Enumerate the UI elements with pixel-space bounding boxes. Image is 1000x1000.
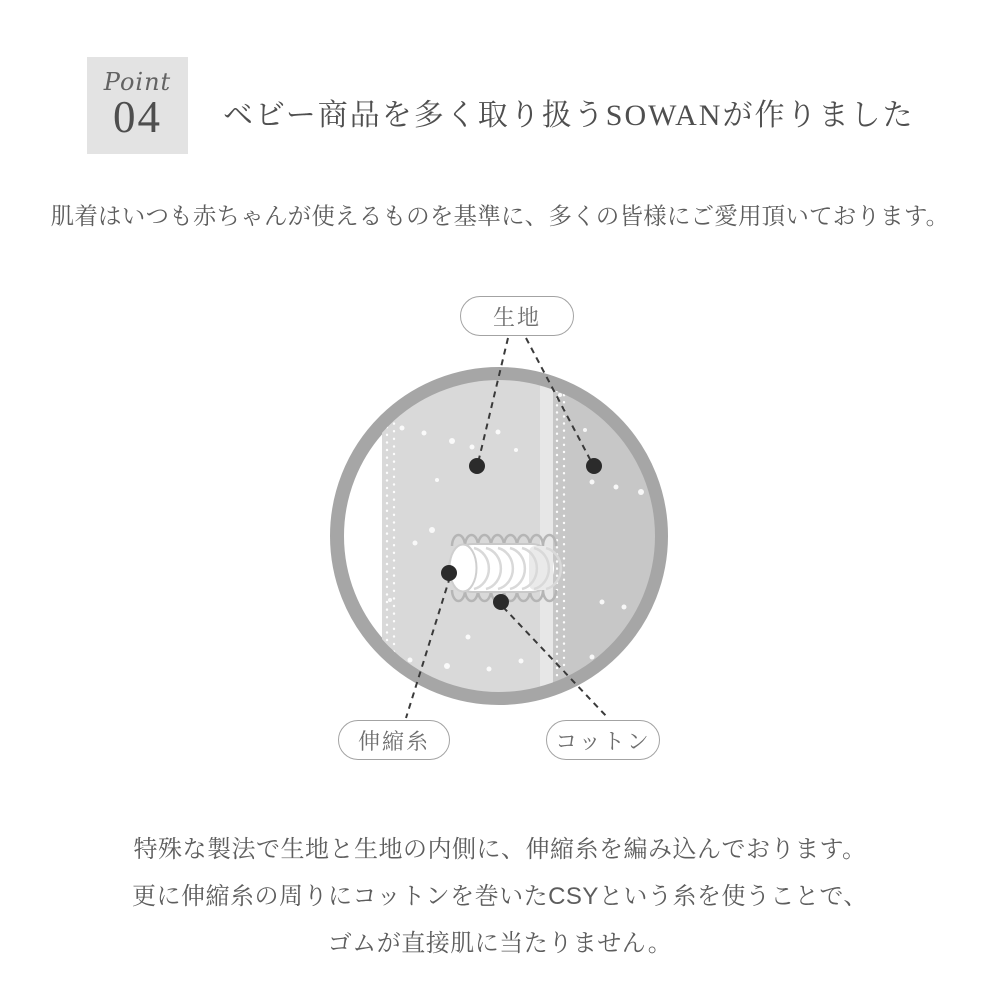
description-line-1: 特殊な製法で生地と生地の内側に、伸縮糸を編み込んでおります。 <box>133 836 867 863</box>
section-heading: ベビー商品を多く取り扱うSOWANが作りました <box>223 99 915 132</box>
label-cotton <box>546 720 660 760</box>
description-text <box>0 826 1000 967</box>
label-stretch-thread-text: 伸縮糸 <box>357 728 430 754</box>
point-badge-number: 04 <box>113 91 162 142</box>
point-badge-script-label: Point <box>103 67 172 96</box>
fabric-panels <box>382 360 683 720</box>
cotton-yarn-illustration <box>449 544 561 592</box>
description-line-3: ゴムが直接肌に当たりません。 <box>327 930 673 957</box>
description-line-2: 更に伸縮糸の周りにコットンを巻いたCSYという糸を使うことで、 <box>132 883 868 910</box>
label-fabric <box>460 296 574 336</box>
label-fabric-text: 生地 <box>492 304 541 330</box>
intro-text: 肌着はいつも赤ちゃんが使えるものを基準に、多くの皆様にご愛用頂いております。 <box>50 203 950 229</box>
label-stretch-thread <box>338 720 450 760</box>
label-cotton-text: コットン <box>555 728 651 754</box>
